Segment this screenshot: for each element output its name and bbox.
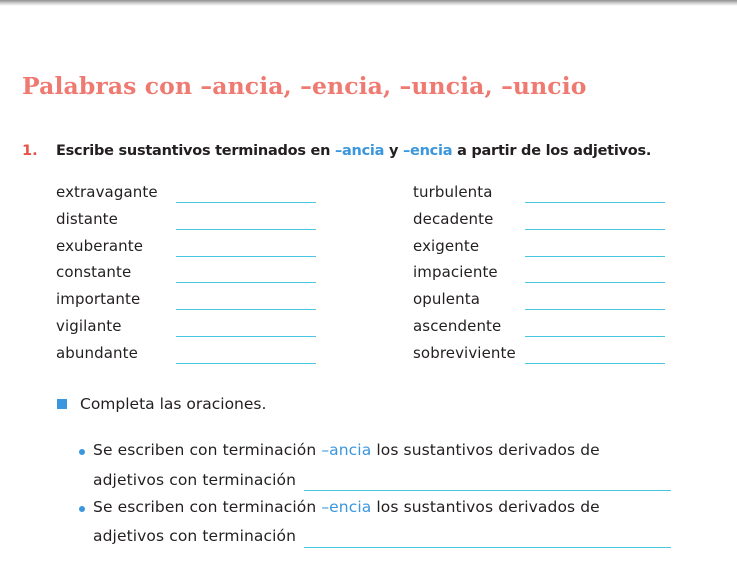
left-adjective: extravagante: [56, 183, 158, 201]
word-row: [0, 344, 737, 370]
bullet-dot-icon: [79, 506, 85, 512]
right-answer-line[interactable]: [525, 336, 665, 337]
complete-sentences-label: Completa las oraciones.: [80, 395, 267, 413]
left-answer-line[interactable]: [176, 202, 316, 203]
sentence-1-line-1: [93, 441, 600, 459]
page-top-edge: [0, 0, 737, 6]
right-answer-line[interactable]: [525, 363, 665, 364]
suffix-ancia-highlight: –ancia: [334, 143, 385, 159]
sentence-1-line-2: adjetivos con terminación: [93, 471, 297, 489]
right-answer-line[interactable]: [525, 282, 665, 283]
right-adjective: impaciente: [413, 263, 498, 282]
left-answer-line[interactable]: [176, 256, 316, 257]
exercise-instruction: [56, 143, 651, 159]
square-bullet-icon: [57, 399, 67, 409]
word-row: [0, 263, 737, 289]
right-adjective: ascendente: [413, 317, 502, 335]
left-answer-line[interactable]: [176, 363, 316, 364]
exercise-number: 1.: [22, 143, 38, 159]
instruction-text-start: Escribe sustantivos terminados en: [56, 143, 335, 159]
bullet-dot-icon: [79, 449, 85, 455]
right-adjective: sobreviviente: [413, 343, 516, 362]
left-adjective: abundante: [56, 343, 138, 362]
word-row: [0, 237, 737, 263]
sentence-2-text-start: Se escriben con terminación: [93, 498, 322, 516]
left-answer-line[interactable]: [176, 309, 316, 310]
left-answer-line[interactable]: [176, 229, 316, 230]
right-adjective: decadente: [413, 209, 494, 228]
sentence-2-answer-line[interactable]: [304, 547, 671, 548]
sentence-2-line-1: [93, 498, 600, 516]
right-adjective: exigente: [413, 236, 480, 255]
left-adjective: vigilante: [56, 317, 122, 335]
right-adjective: opulenta: [413, 290, 480, 309]
sentence-1-suffix: –ancia: [321, 441, 372, 459]
sentence-2-suffix: –encia: [321, 498, 372, 516]
right-answer-line[interactable]: [525, 202, 665, 203]
left-adjective: constante: [56, 263, 132, 282]
sentence-1-text-start: Se escriben con terminación: [93, 441, 322, 459]
instruction-text-middle: y: [384, 143, 403, 159]
sentence-2-line-2: adjetivos con terminación: [93, 527, 297, 545]
word-row: [0, 290, 737, 316]
word-row: [0, 183, 737, 209]
right-adjective: turbulenta: [413, 183, 493, 201]
right-answer-line[interactable]: [525, 229, 665, 230]
sentence-1-text-end: los sustantivos derivados de: [371, 441, 600, 459]
left-answer-line[interactable]: [176, 282, 316, 283]
right-answer-line[interactable]: [525, 256, 665, 257]
right-answer-line[interactable]: [525, 309, 665, 310]
word-row: [0, 210, 737, 236]
sentence-1-answer-line[interactable]: [304, 490, 671, 491]
left-answer-line[interactable]: [176, 336, 316, 337]
left-adjective: importante: [56, 290, 141, 309]
instruction-text-end: a partir de los adjetivos.: [452, 143, 652, 159]
word-row: [0, 317, 737, 343]
left-adjective: distante: [56, 209, 118, 228]
left-adjective: exuberante: [56, 236, 144, 255]
suffix-encia-highlight: –encia: [403, 143, 453, 159]
sentence-2-text-end: los sustantivos derivados de: [371, 498, 600, 516]
page-title: Palabras con –ancia, –encia, –uncia, –uncio: [22, 72, 587, 100]
